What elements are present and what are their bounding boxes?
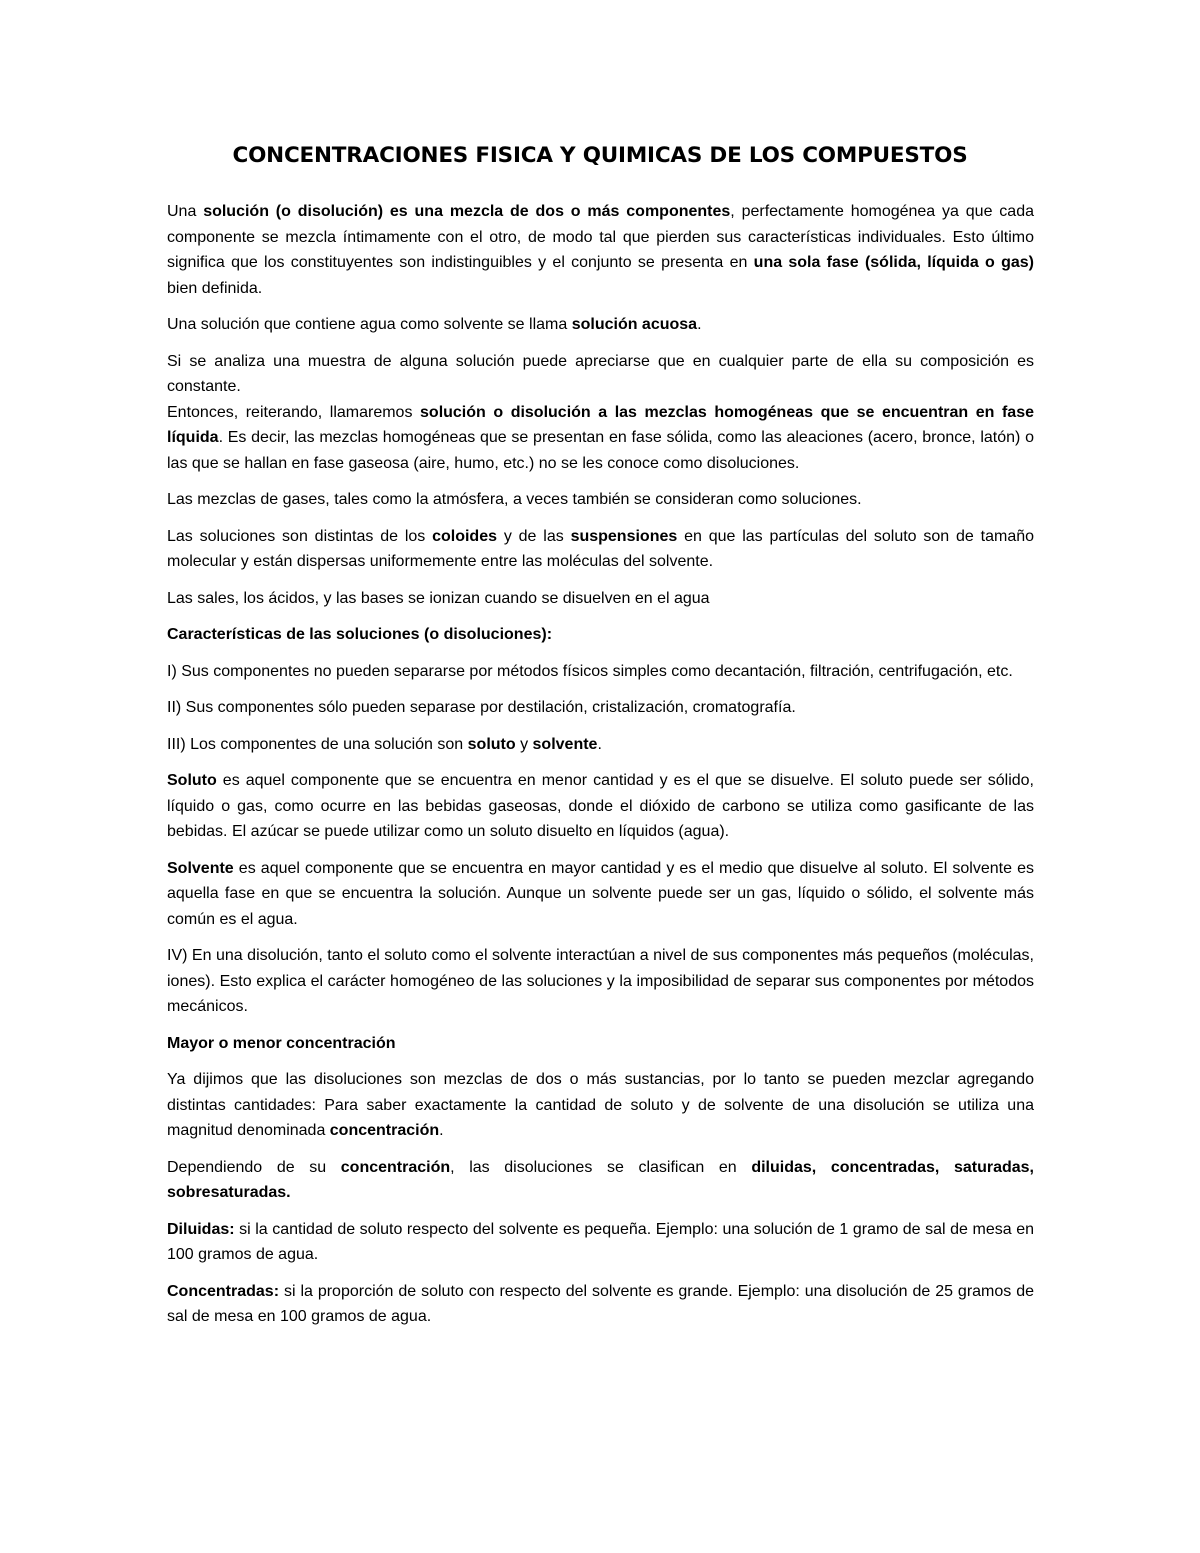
paragraph-concentration: Ya dijimos que las disoluciones son mezclas de dos o más sustancias, por lo tanto se pueden mezclar agregando distintas cantidades: Para saber exactamente la cantidad de soluto y de solvente de una disolución se utiliza una magnitud denominada concentración. [167, 1071, 1034, 1139]
item-one: I) Sus componentes no pueden separarse por métodos físicos simples como decantación, filtración, centrifugación, etc. [167, 662, 1013, 680]
item-two: II) Sus componentes sólo pueden separase por destilación, cristalización, cromatografía. [167, 699, 796, 716]
paragraph-gases: Las mezclas de gases, tales como la atmósfera, a veces también se consideran como soluciones. [167, 491, 862, 508]
paragraph-definition: Una solución (o disolución) es una mezcla de dos o más componentes, perfectamente homogénea ya que cada componente se mezcla íntimamente con el otro, de modo tal que pierden sus características individuales. Esto último significa que los constituyentes son indistinguibles y el conjunto se presenta en una sola fase (sólida, líquida o gas) bien definida. [167, 203, 1035, 297]
paragraph-solute: Soluto es aquel componente que se encuentra en menor cantidad y es el que se disuelve. El soluto puede ser sólido, líquido o gas, como ocurre en las bebidas gaseosas, donde el dióxido de carbono se utiliza como gasificante de las bebidas. El azúcar se puede utilizar como un soluto disuelto en líquidos (agua). [167, 772, 1034, 840]
heading-concentration: Mayor o menor concentración [167, 1034, 396, 1052]
paragraph-concentrated: Concentradas: si la proporción de soluto con respecto del solvente es grande. Ejemplo: una disolución de 25 gramos de sal de mesa en 100 gramos de agua. [167, 1282, 1034, 1325]
paragraph-liquid-phase: Entonces, reiterando, llamaremos solución o disolución a las mezclas homogéneas que se encuentran en fase líquida. Es decir, las mezclas homogéneas que se presentan en fase sólida, como las aleaciones (acero, bronce, latón) o las que se hallan en fase gaseosa (aire, humo, etc.) no se les conoce como disoluciones. [167, 403, 1034, 472]
heading-characteristics: Características de las soluciones (o disoluciones): [167, 626, 553, 643]
paragraph-aqueous: Una solución que contiene agua como solvente se llama solución acuosa. [167, 316, 702, 333]
paragraph-ionize: Las sales, los ácidos, y las bases se ionizan cuando se disuelven en el agua [167, 589, 710, 607]
document-body [167, 199, 1034, 1341]
paragraph-diluted: Diluidas: si la cantidad de soluto respecto del solvente es pequeña. Ejemplo: una solución de 1 gramo de sal de mesa en 100 gramos de agua. [167, 1220, 1034, 1263]
document-title: CONCENTRACIONES FISICA Y QUIMICAS DE LOS COMPUESTOS [232, 143, 968, 168]
item-four: IV) En una disolución, tanto el soluto como el solvente interactúan a nivel de sus componentes más pequeños (moléculas, iones). Esto explica el carácter homogéneo de las soluciones y la imposibilidad de separar sus componentes por métodos mecánicos. [167, 947, 1034, 1015]
paragraph-colloids: Las soluciones son distintas de los coloides y de las suspensiones en que las partículas del soluto son de tamaño molecular y están dispersas uniformemente entre las moléculas del solvente. [167, 527, 1035, 570]
paragraph-solvent: Solvente es aquel componente que se encuentra en mayor cantidad y es el medio que disuelve al soluto. El solvente es aquella fase en que se encuentra la solución. Aunque un solvente puede ser un gas, líquido o sólido, el solvente más común es el agua. [167, 859, 1034, 928]
paragraph-classification: Dependiendo de su concentración, las disoluciones se clasifican en diluidas, concentradas, saturadas, sobresaturadas. [167, 1158, 1034, 1201]
paragraph-composition: Si se analiza una muestra de alguna solución puede apreciarse que en cualquier parte de ella su composición es constante. [167, 352, 1034, 395]
item-three: III) Los componentes de una solución son soluto y solvente. [167, 735, 602, 753]
